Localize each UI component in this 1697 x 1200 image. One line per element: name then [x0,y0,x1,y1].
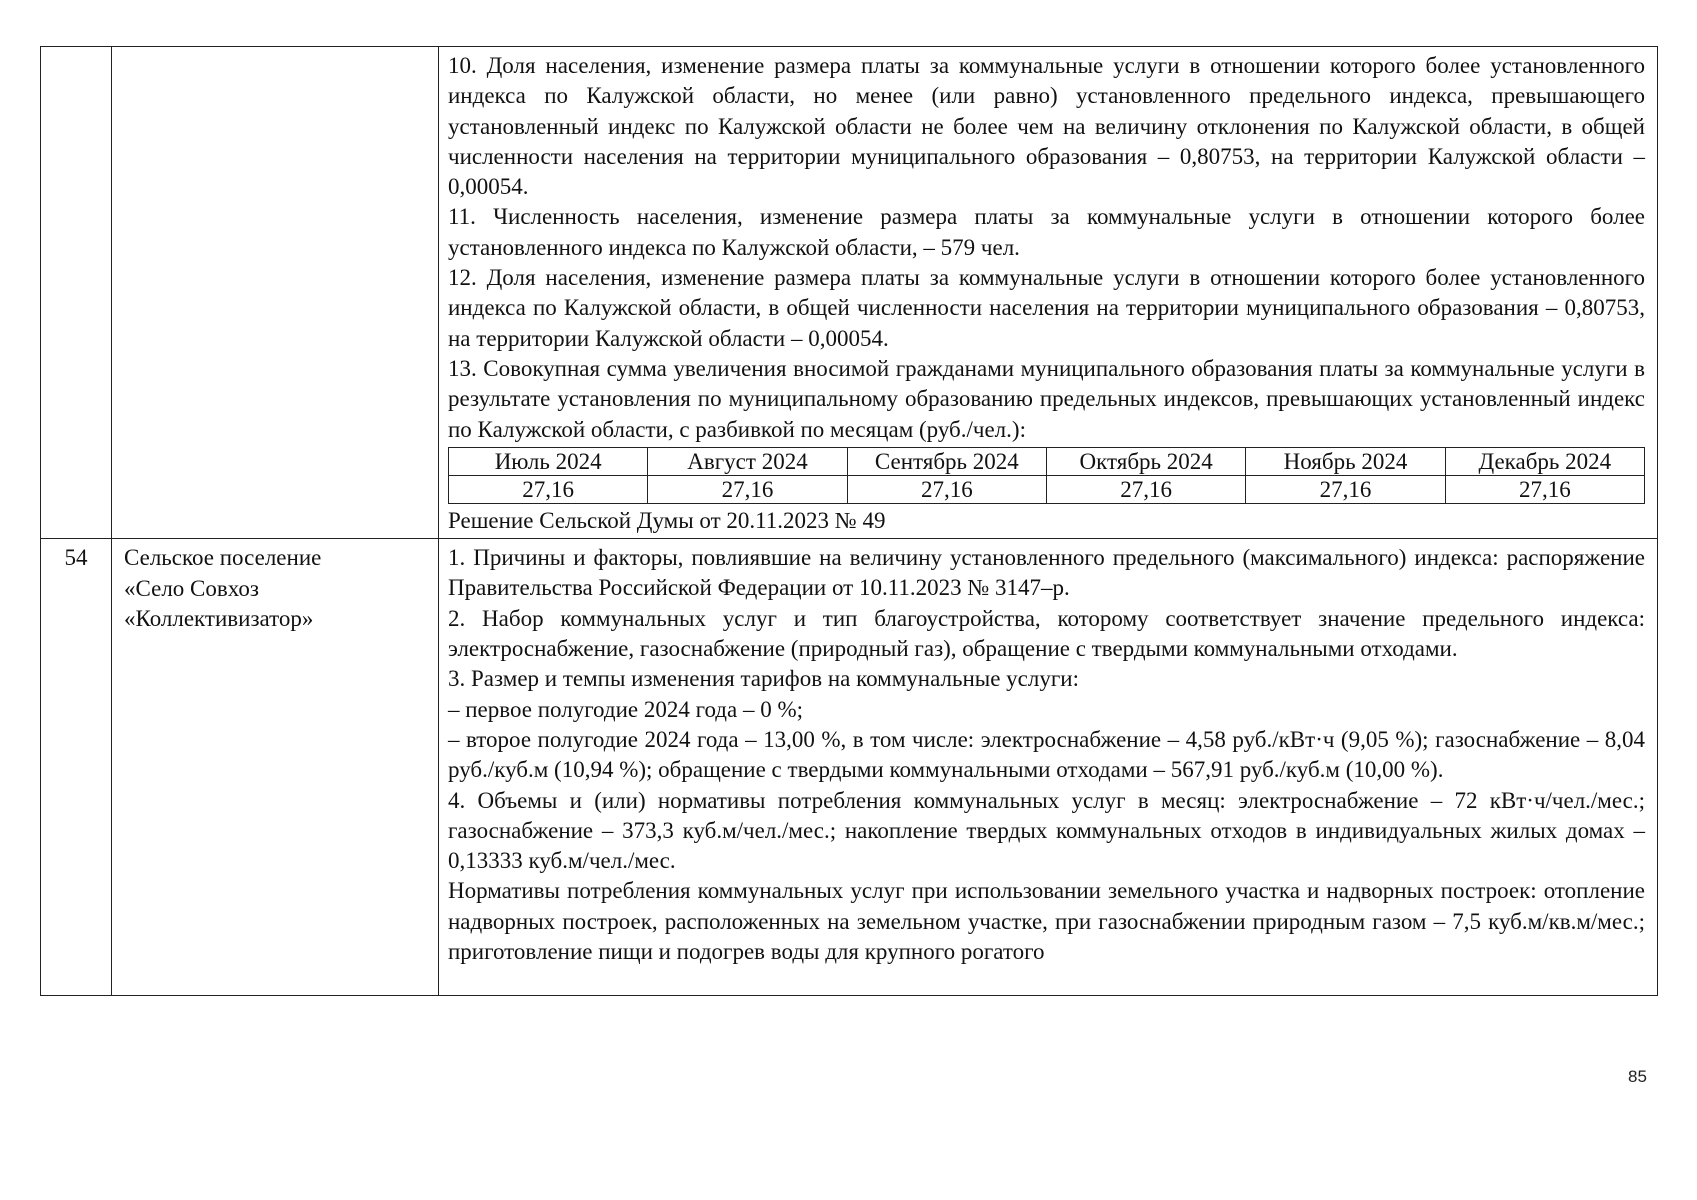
monthly-increase-table [448,447,1645,504]
indicator-2: 2. Набор коммунальных услуг и тип благоустройства, которому соответствует значение предельного индекса: электроснабжение, газоснабжение (природный газ), обращение с твердыми коммунальными отходами. [448,605,1645,662]
indicator-3-first-half: – первое полугодие 2024 года – 0 %; [448,696,804,722]
indicator-3: 3. Размер и темпы изменения тарифов на коммунальные услуги: [448,666,1079,692]
table-row-53-continuation [41,47,1658,539]
page-number: 85 [1628,1067,1647,1086]
municipality-name-cell [112,539,439,996]
indicator-10: 10. Доля населения, изменение размера платы за коммунальные услуги в отношении которого более установленного индекса по Калужской области, но менее (или равно) установленного предельного индекса, превышающего установленный индекс по Калужской области не более чем на величину отклонения по Калужской области, в общей численности населения на территории муниципального образования – 0,80753, на территории Калужской области – 0,00054. [448,53,1645,200]
month-header: Октябрь 2024 [1046,447,1245,475]
month-header: Декабрь 2024 [1445,447,1644,475]
indicator-13: 13. Совокупная сумма увеличения вносимой гражданами муниципального образования платы за коммунальные услуги в результате установления по муниципальному образованию предельных индексов, превышающих установленный индекс по Калужской области, с разбивкой по месяцам (руб./чел.): [448,355,1645,442]
month-header: Ноябрь 2024 [1246,447,1445,475]
municipality-name-line: «Село Совхоз [124,575,259,601]
month-header: Сентябрь 2024 [847,447,1046,475]
month-header: Август 2024 [648,447,847,475]
indicators-cell [439,539,1658,996]
month-value: 27,16 [449,475,648,503]
indicator-12: 12. Доля населения, изменение размера платы за коммунальные услуги в отношении которого более установленного индекса по Калужской области, в общей численности населения на территории муниципального образования – 0,80753, на территории Калужской области – 0,00054. [448,265,1645,351]
indicator-4: 4. Объемы и (или) нормативы потребления коммунальных услуг в месяц: электроснабжение – 72 кВт·ч/чел./мес.; газоснабжение – 373,3 куб.м/чел./мес.; накопление твердых коммунальных отходов в индивидуальных жилых домах – 0,13333 куб.м/чел./мес. [448,787,1645,874]
indicator-11: 11. Численность населения, изменение размера платы за коммунальные услуги в отношении которого более установленного индекса по Калужской области, – 579 чел. [448,204,1645,260]
decision-reference: Решение Сельской Думы от 20.11.2023 № 49 [448,507,886,533]
municipality-name-line: Сельское поселение [124,545,322,571]
indicator-1: 1. Причины и факторы, повлиявшие на величину установленного предельного (максимального) индекса: распоряжение Правительства Российской Федерации от 10.11.2023 № 3147–р. [448,545,1645,601]
table-row-54 [41,539,1658,996]
month-value: 27,16 [648,475,847,503]
row-number-cell-empty [41,47,112,539]
month-value: 27,16 [1046,475,1245,503]
row-number: 54 [64,545,88,571]
row-number-cell [41,539,112,996]
month-value: 27,16 [1445,475,1644,503]
indicators-cell [439,47,1658,539]
months-header-row [449,447,1645,475]
month-header: Июль 2024 [449,447,648,475]
municipality-name-line: «Коллективизатор» [124,606,314,632]
indicator-3-second-half: – второе полугодие 2024 года – 13,00 %, в том числе: электроснабжение – 4,58 руб./кВт·ч (9,05 %); газоснабжение – 8,04 руб./куб.м (10,94 %); обращение с твердыми коммунальными отходами – 567,91 руб./куб.м (10,00 %). [448,726,1645,783]
month-value: 27,16 [1246,475,1445,503]
months-values-row [449,475,1645,503]
month-value: 27,16 [847,475,1046,503]
municipality-name-cell-empty [112,47,439,539]
indices-table [40,46,1658,996]
consumption-norms-land: Нормативы потребления коммунальных услуг при использовании земельного участка и надворных построек: отопление надворных построек, расположенных на земельном участке, при газоснабжении природным газом – 7,5 куб.м/кв.м/мес.; приготовление пищи и подогрев воды для крупного рогатого [448,878,1645,965]
